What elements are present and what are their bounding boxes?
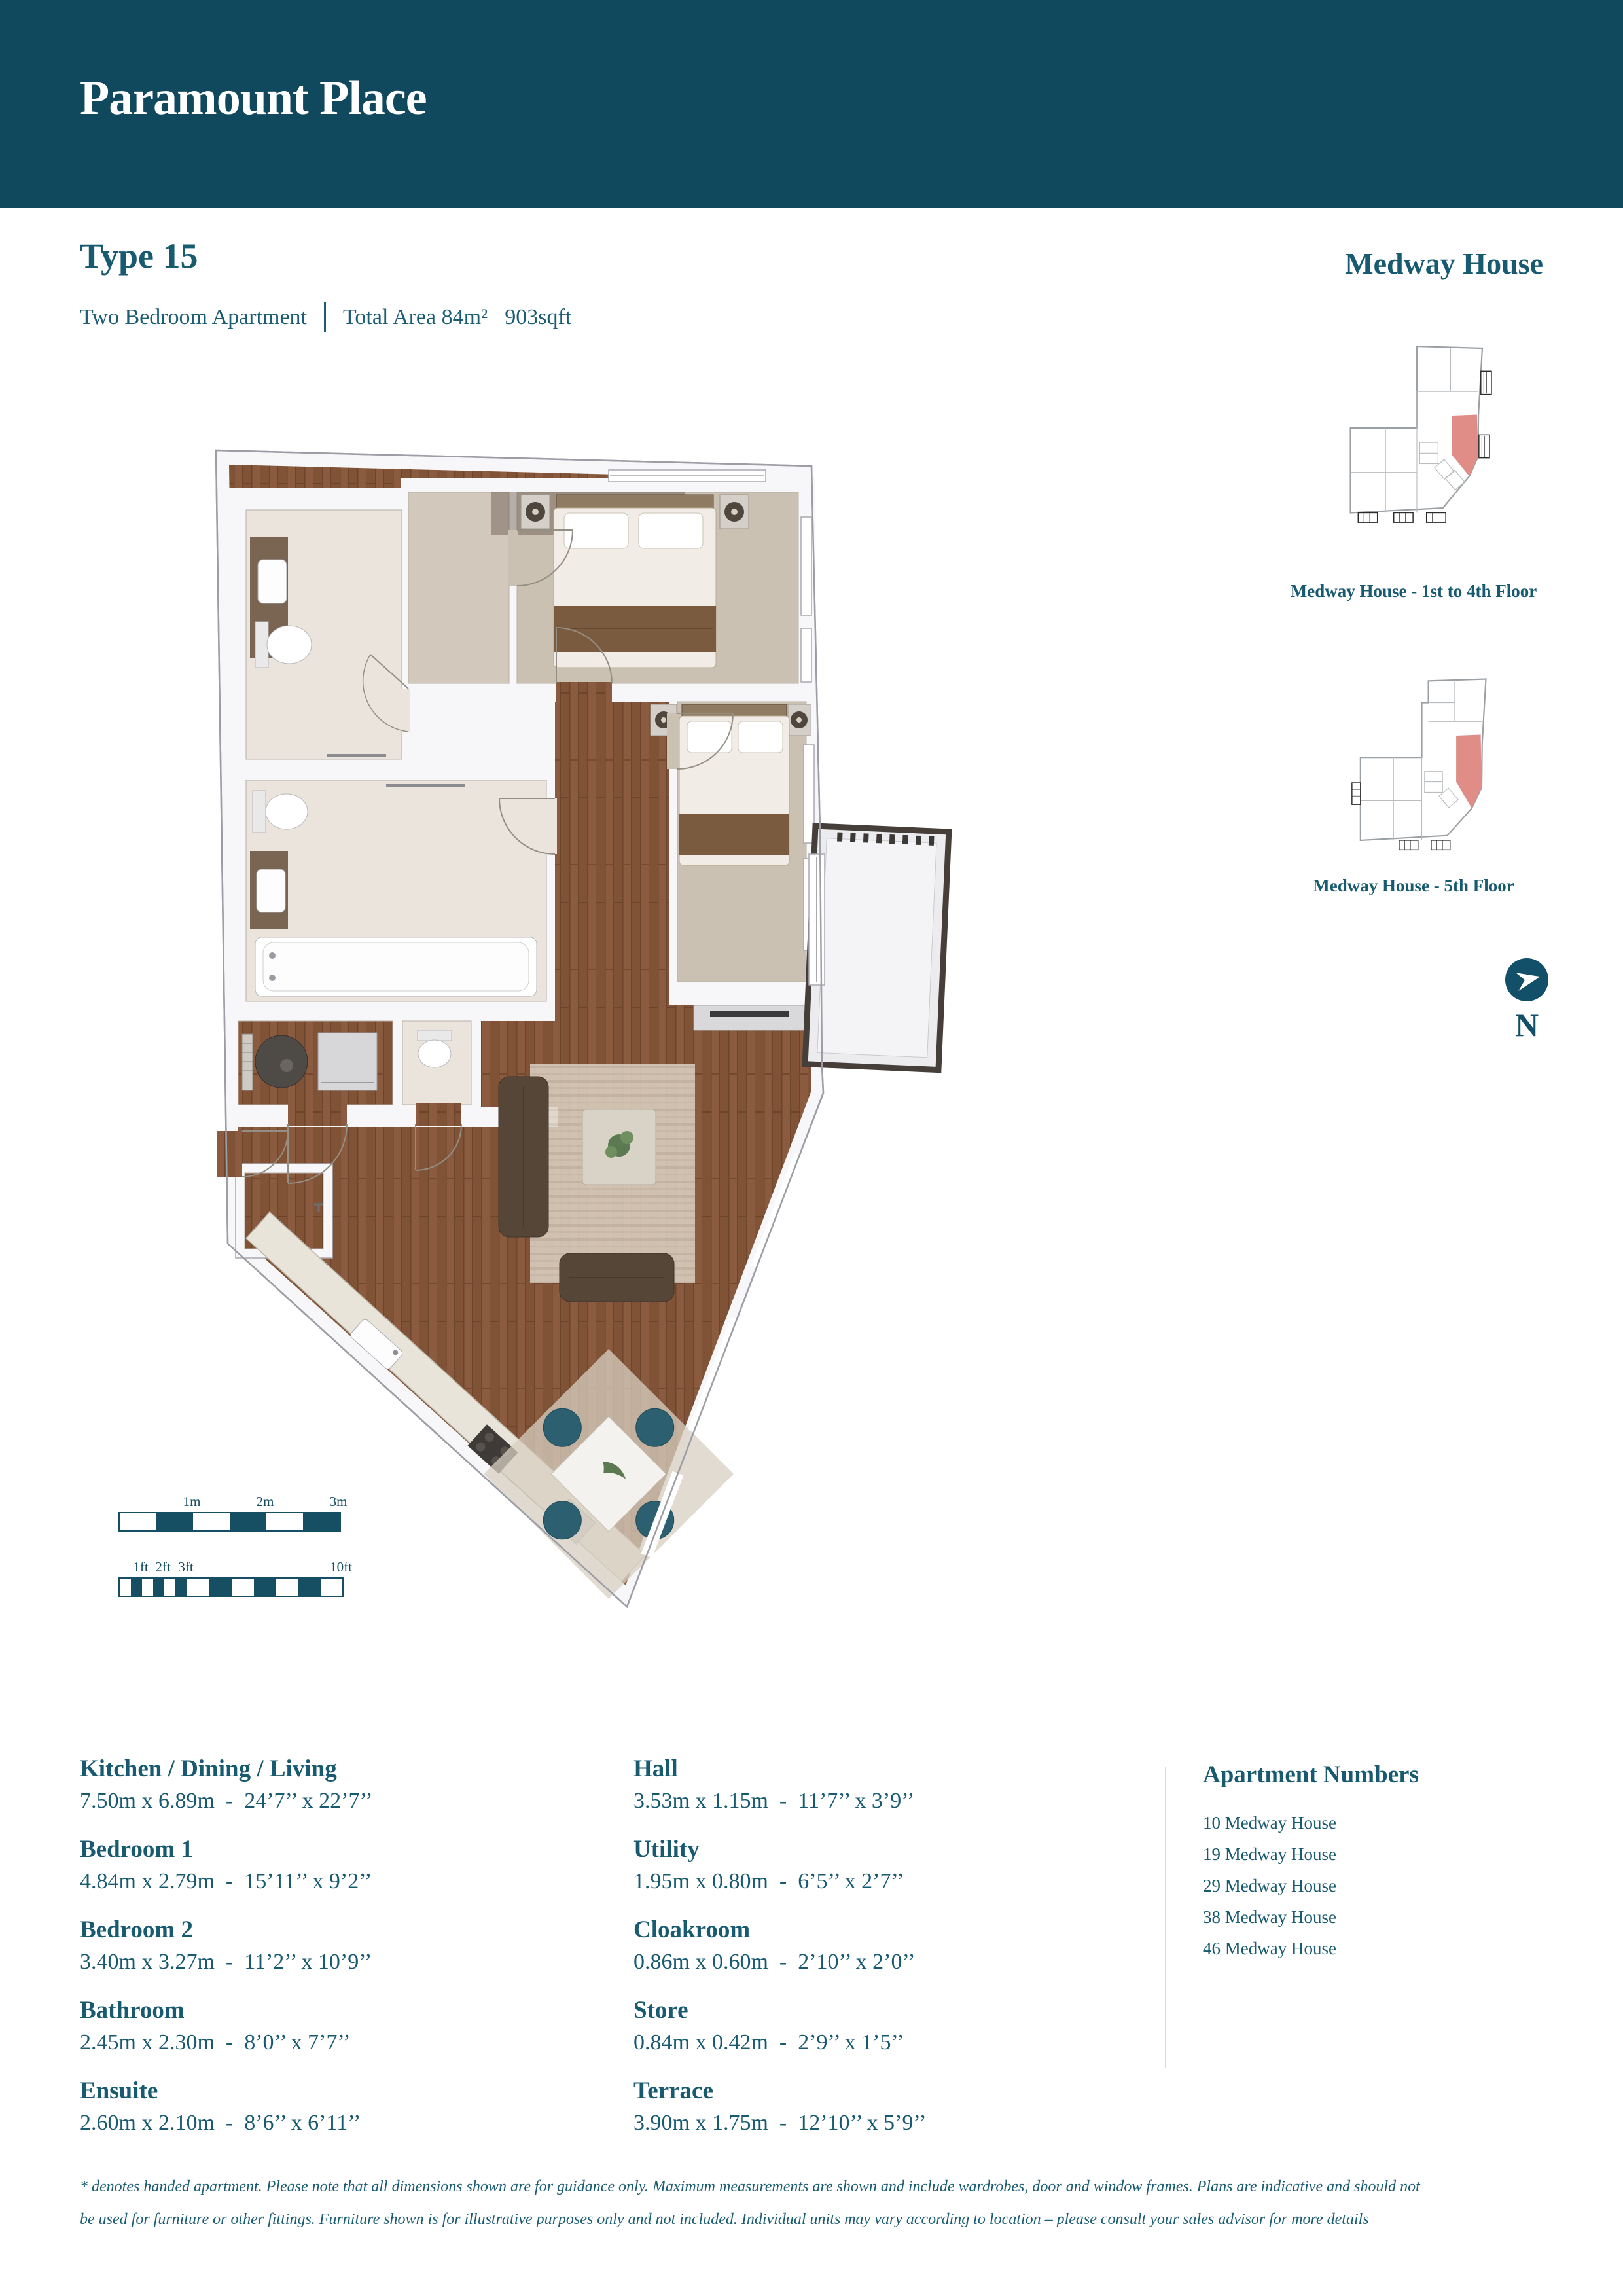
room-dim-entry: Bedroom 1 4.84m x 2.79m - 15’11’’ x 9’2’’	[80, 1836, 372, 1893]
north-label: N	[1514, 1007, 1539, 1043]
keyplan-1	[1335, 322, 1499, 538]
keyplan-1-caption: Medway House - 1st to 4th Floor	[1290, 581, 1537, 601]
rack-icon	[242, 1034, 253, 1090]
cloakroom	[402, 1021, 471, 1105]
room-dim-entry: Bathroom 2.45m x 2.30m - 8’0’’ x 7’7’’	[80, 1997, 351, 2054]
total-area: Total Area 84m²	[343, 305, 488, 329]
room-dim-entry: Cloakroom 0.86m x 0.60m - 2’10’’ x 2’0’’	[633, 1916, 916, 1974]
room-dimensions-left	[80, 1755, 603, 2158]
bed-1-icon	[521, 495, 749, 668]
page-title: Paramount Place	[80, 71, 427, 125]
unit-subtitle	[80, 302, 571, 332]
tv-console-icon	[694, 1005, 808, 1030]
apartment-number-item: 29 Medway House	[1203, 1876, 1336, 1895]
divider-bar	[324, 302, 326, 332]
ensuite	[246, 510, 402, 759]
room-dim-entry: Store 0.84m x 0.42m - 2’9’’ x 1’5’’	[633, 1997, 904, 2054]
scale-bar-imperial: 1ft 2ft 3ft 10ft	[118, 1559, 345, 1598]
entrance-door-gap	[217, 1131, 242, 1177]
room-dimensions-middle	[633, 1755, 1157, 2158]
apartment-numbers	[1203, 1761, 1419, 1964]
keyplan-2-caption: Medway House - 5th Floor	[1313, 876, 1514, 895]
toilet-icon	[418, 1040, 451, 1067]
footer-line: be used for furniture or other fittings. Furniture shown is for illustrative purposes only and not included. Individual units may vary according to location – please consult your sales advisor for more details	[80, 2211, 1369, 2228]
north-arrow-icon	[1504, 957, 1550, 1003]
washer-icon	[318, 1033, 377, 1090]
terrace	[805, 826, 949, 1070]
main-floorplan	[190, 432, 975, 1643]
toilet-icon	[266, 794, 308, 829]
keyplan-2	[1342, 651, 1502, 867]
window-icon	[801, 628, 812, 682]
room-dim-entry: Kitchen / Dining / Living 7.50m x 6.89m - 24’7’’ x 22’7’’	[80, 1755, 373, 1813]
north-compass	[1504, 957, 1550, 1044]
total-area-sqft: 903sqft	[505, 305, 572, 329]
sink-icon	[257, 869, 285, 912]
unit-category: Two Bedroom Apartment	[80, 305, 308, 329]
column-divider	[1165, 1767, 1166, 2068]
apartment-number-item: 38 Medway House	[1203, 1907, 1336, 1927]
room-dim-entry: Hall 3.53m x 1.15m - 11’7’’ x 3’9’’	[633, 1755, 915, 1813]
room-dim-entry: Bedroom 2 3.40m x 3.27m - 11’2’’ x 10’9’’	[80, 1916, 372, 1974]
apartment-number-item: 19 Medway House	[1203, 1844, 1336, 1864]
building-name: Medway House	[1345, 247, 1543, 280]
header-banner	[0, 0, 1623, 208]
apartment-number-item: 10 Medway House	[1203, 1813, 1336, 1833]
sink-icon	[258, 560, 287, 603]
apartment-numbers-title: Apartment Numbers	[1203, 1761, 1419, 1788]
tv-icon	[710, 1011, 789, 1017]
utility	[238, 1021, 393, 1105]
window-icon	[801, 517, 812, 615]
room-dim-entry: Utility 1.95m x 0.80m - 6’5’’ x 2’7’’	[633, 1836, 904, 1893]
footer-disclaimer	[80, 2170, 1552, 2236]
scale-bar-metric: 1m 2m 3m	[118, 1494, 341, 1533]
room-dim-entry: Terrace 3.90m x 1.75m - 12’10’’ x 5’9’’	[633, 2077, 927, 2135]
apartment-number-item: 46 Medway House	[1203, 1939, 1336, 1958]
toilet-icon	[267, 626, 312, 664]
room-dim-entry: Ensuite 2.60m x 2.10m - 8’6’’ x 6’11’’	[80, 2077, 361, 2135]
footer-line: * denotes handed apartment. Please note that all dimensions shown are for guidance only. Maximum measurements are shown and include wardrobes, door and window frames. Plans are indicative and should not	[80, 2178, 1420, 2195]
unit-type: Type 15	[80, 236, 198, 276]
toilet-cistern	[255, 622, 268, 668]
